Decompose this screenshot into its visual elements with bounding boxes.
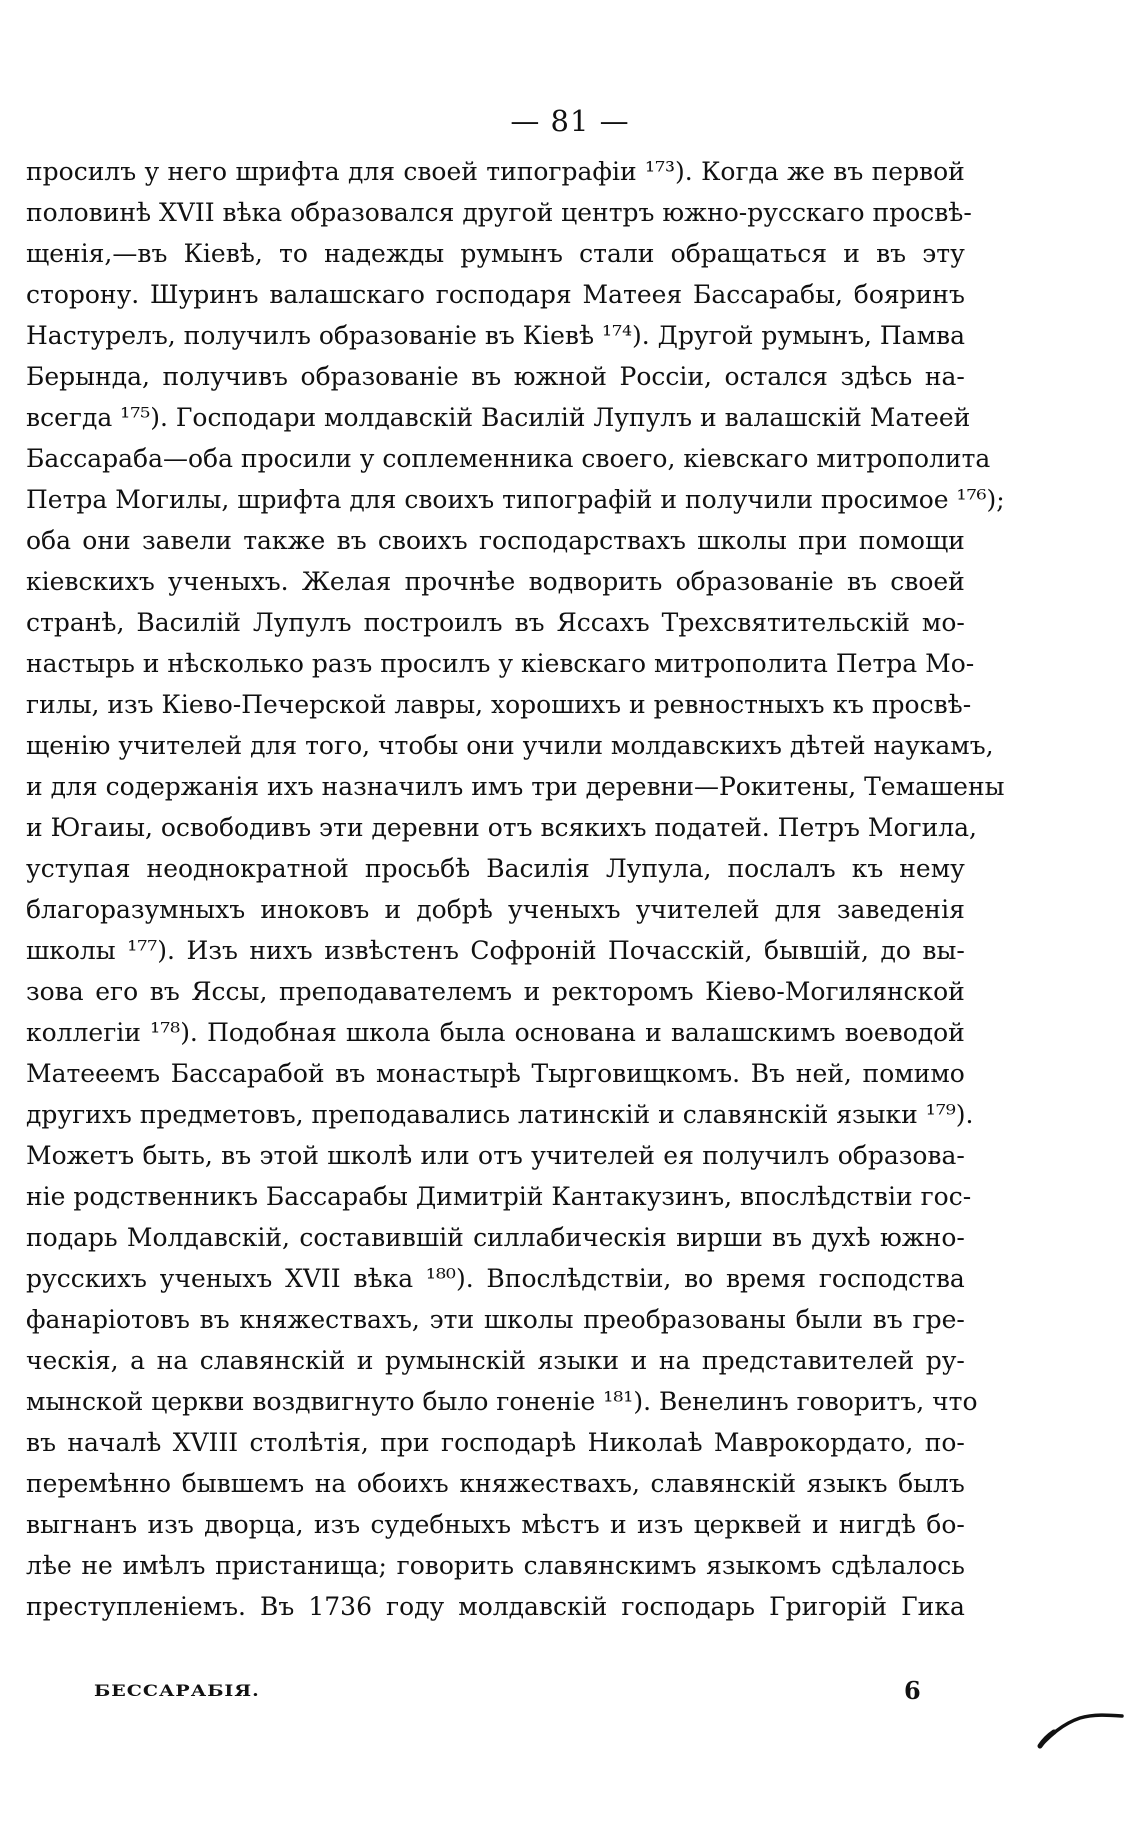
text-line: фанаріотовъ въ княжествахъ, эти школы преобразованы были въ гре- [26,1305,965,1335]
text-line: щенію учителей для того, чтобы они учили молдавскихъ дѣтей наукамъ, [26,731,994,761]
text-line: благоразумныхъ иноковъ и добрѣ ученыхъ учителей для заведенія [26,895,965,925]
text-line: настырь и нѣсколько разъ просилъ у кіевскаго митрополита Петра Мо- [26,649,975,679]
text-line: уступая неоднократной просьбѣ Василія Лупула, послалъ къ нему [26,854,965,884]
text-line: Настурелъ, получилъ образованіе въ Кіевѣ ¹⁷⁴). Другой румынъ, Памва [26,321,965,351]
sheet-number: 6 [904,1676,921,1705]
text-line: Бассараба—оба просили у соплеменника своего, кіевскаго митрополита [26,444,991,474]
text-line: кіевскихъ ученыхъ. Желая прочнѣе водворить образованіе въ своей [26,567,965,597]
text-line: школы ¹⁷⁷). Изъ нихъ извѣстенъ Софроній Почасскій, бывшій, до вы- [26,936,965,966]
text-line: странѣ, Василій Лупулъ построилъ въ Яссахъ Трехсвятительскій мо- [26,608,965,638]
text-line: и Югаиы, освободивъ эти деревни отъ всякихъ податей. Петръ Могила, [26,813,978,843]
text-line: коллегіи ¹⁷⁸). Подобная школа была основана и валашскимъ воеводой [26,1018,965,1048]
text-line: русскихъ ученыхъ XVII вѣка ¹⁸⁰). Впослѣдствіи, во время господства [26,1264,965,1294]
signature-mark: БЕССАРАБІЯ. [94,1681,260,1701]
text-line: въ началѣ XVIII столѣтія, при господарѣ Николаѣ Маврокордато, по- [26,1428,965,1458]
text-line: ческія, а на славянскій и румынскій языки и на представителей ру- [26,1346,965,1376]
text-line: всегда ¹⁷⁵). Господари молдавскій Василій Лупулъ и валашскій Матеей [26,403,971,433]
text-line: Берында, получивъ образованіе въ южной Россіи, остался здѣсь на- [26,362,965,392]
text-line: просилъ у него шрифта для своей типографіи ¹⁷³). Когда же въ первой [26,157,965,187]
text-line: лѣе не имѣлъ пристанища; говорить славянскимъ языкомъ сдѣлалось [26,1551,965,1581]
text-line: и для содержанія ихъ назначилъ имъ три деревни—Рокитены, Темашены [26,772,1005,802]
text-line: оба они завели также въ своихъ господарствахъ школы при помощи [26,526,965,556]
text-line: ніе родственникъ Бассарабы Димитрій Кантакузинъ, впослѣдствіи гос- [26,1182,972,1212]
text-line: преступленіемъ. Въ 1736 году молдавскій господарь Григорій Гика [26,1592,965,1622]
text-line: выгнанъ изъ дворца, изъ судебныхъ мѣстъ и изъ церквей и нигдѣ бо- [26,1510,965,1540]
text-line: подарь Молдавскій, составившій силлабическія вирши въ духѣ южно- [26,1223,965,1253]
text-line: зова его въ Яссы, преподавателемъ и ректоромъ Кіево-Могилянской [26,977,965,1007]
text-line: другихъ предметовъ, преподавались латинскій и славянскій языки ¹⁷⁹). [26,1100,974,1130]
text-line: Матееемъ Бассарабой въ монастырѣ Тырговищкомъ. Въ ней, помимо [26,1059,965,1089]
text-line: мынской церкви воздвигнуто было гоненіе ¹⁸¹). Венелинъ говоритъ, что [26,1387,978,1417]
pen-stroke-mark [1036,1710,1126,1750]
text-line: Можетъ быть, въ этой школѣ или отъ учителей ея получилъ образова- [26,1141,965,1171]
text-line: щенія,—въ Кіевѣ, то надежды румынъ стали обращаться и въ эту [26,239,965,269]
text-line: сторону. Шуринъ валашскаго господаря Матеея Бассарабы, бояринъ [26,280,965,310]
text-line: перемѣнно бывшемъ на обоихъ княжествахъ, славянскій языкъ былъ [26,1469,965,1499]
page-number: — 81 — [510,104,630,138]
text-line: половинѣ XVII вѣка образовался другой центръ южно-русскаго просвѣ- [26,198,972,228]
text-line: гилы, изъ Кіево-Печерской лавры, хорошихъ и ревностныхъ къ просвѣ- [26,690,972,720]
body-text [26,152,1005,1628]
text-line: Петра Могилы, шрифта для своихъ типографій и получили просимое ¹⁷⁶); [26,485,1005,515]
